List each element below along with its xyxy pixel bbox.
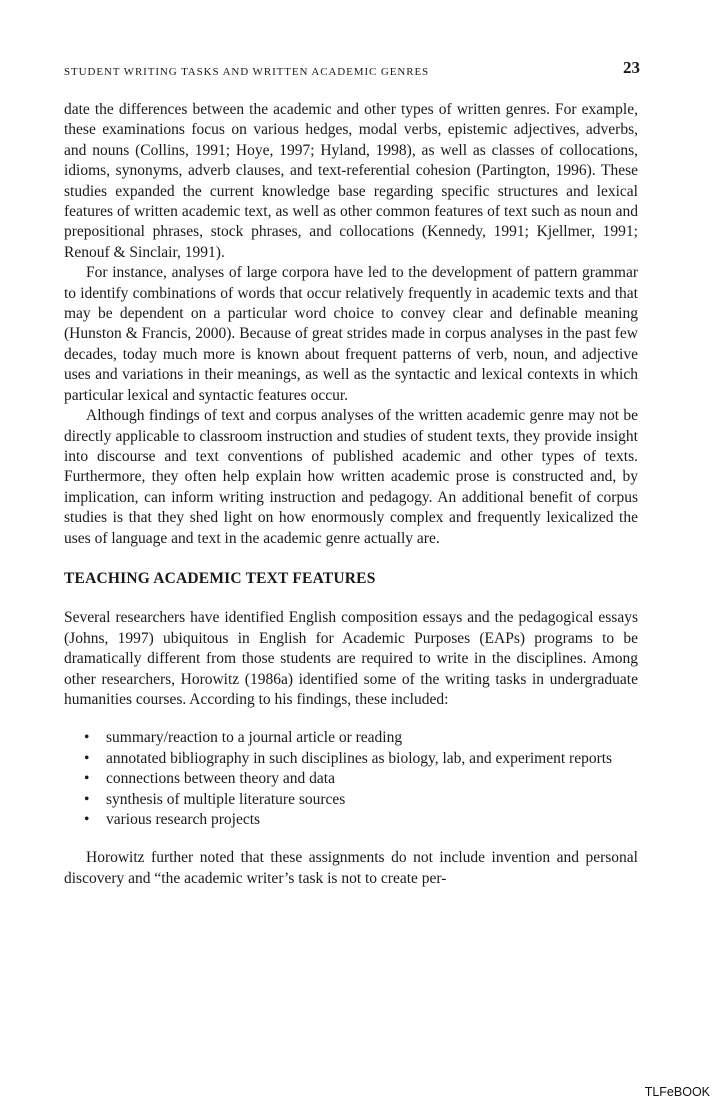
list-item-text: annotated bibliography in such disciplines as biology, lab, and experiment reports — [106, 749, 613, 767]
bullet-icon: • — [84, 811, 90, 828]
list-item-text: summary/reaction to a journal article or reading — [106, 729, 403, 747]
running-title: STUDENT WRITING TASKS AND WRITTEN ACADEMIC GENRES — [64, 66, 430, 78]
list-item — [84, 790, 638, 810]
book-page — [64, 56, 638, 889]
paragraph: For instance, analyses of large corpora have led to the development of pattern grammar to identify combinations of words that occur relatively frequently in academic texts and that may be dependent on a particular word choice to convey clear and definable meaning (Hunston & Francis, 2000). Because of great strides made in corpus analyses in the past few decades, today much more is known about frequent patterns of verb, noun, and adjective uses and variations in their meanings, as well as the syntactic and lexical contexts in which particular lexical and syntactic features occur. — [64, 264, 638, 404]
bullet-icon: • — [84, 770, 90, 788]
page-body — [64, 100, 638, 889]
list-item-text: connections between theory and data — [106, 770, 335, 788]
page-number: 23 — [623, 58, 640, 77]
paragraph: Several researchers have identified English composition essays and the pedagogical essays (Johns, 1997) ubiquitous in English for Academic Purposes (EAPs) programs to be dramatically different from those students are required to write in the disciplines. Among other researchers, Horowitz (1986a) identified some of the writing tasks in undergraduate humanities courses. According to his findings, these included: — [64, 609, 638, 708]
list-item — [84, 769, 638, 789]
list-item — [84, 728, 638, 748]
bullet-icon: • — [84, 749, 90, 767]
paragraph: Although findings of text and corpus analyses of the written academic genre may not be directly applicable to classroom instruction and studies of student texts, they provide insight into discourse and text conventions of published academic and other types of texts. Furthermore, they often help explain how written academic prose is constructed and, by implication, can inform writing instruction and pedagogy. An additional benefit of corpus studies is that they shed light on how enormously complex and frequently lexicalized the uses of language and text in the academic genre actually are. — [64, 407, 638, 547]
bullet-icon: • — [84, 729, 90, 747]
bullet-icon: • — [84, 790, 90, 808]
running-header — [64, 56, 638, 80]
section-heading: TEACHING ACADEMIC TEXT FEATURES — [64, 569, 376, 587]
list-item — [84, 810, 638, 830]
footer-watermark: TLFeBOOK — [644, 1085, 710, 1099]
paragraph: Horowitz further noted that these assignments do not include invention and personal discovery and “the academic writer’s task is not to create per- — [64, 849, 638, 887]
bullet-list — [64, 728, 638, 830]
list-item — [84, 749, 638, 769]
list-item-text: synthesis of multiple literature sources — [106, 790, 346, 808]
list-item-text: various research projects — [106, 811, 261, 828]
paragraph: date the differences between the academic and other types of written genres. For example, these examinations focus on various hedges, modal verbs, epistemic adjectives, adverbs, and nouns (Collins, 1991; Hoye, 1997; Hyland, 1998), as well as classes of collocations, idioms, synonyms, adverb clauses, and text-referential cohesion (Partington, 1996). These studies expanded the current knowledge base regarding specific structures and lexical features of written academic text, as well as other common features of text such as noun and prepositional phrases, stock phrases, and collocations (Kennedy, 1991; Kjellmer, 1991; Renouf & Sinclair, 1991). — [64, 101, 638, 261]
